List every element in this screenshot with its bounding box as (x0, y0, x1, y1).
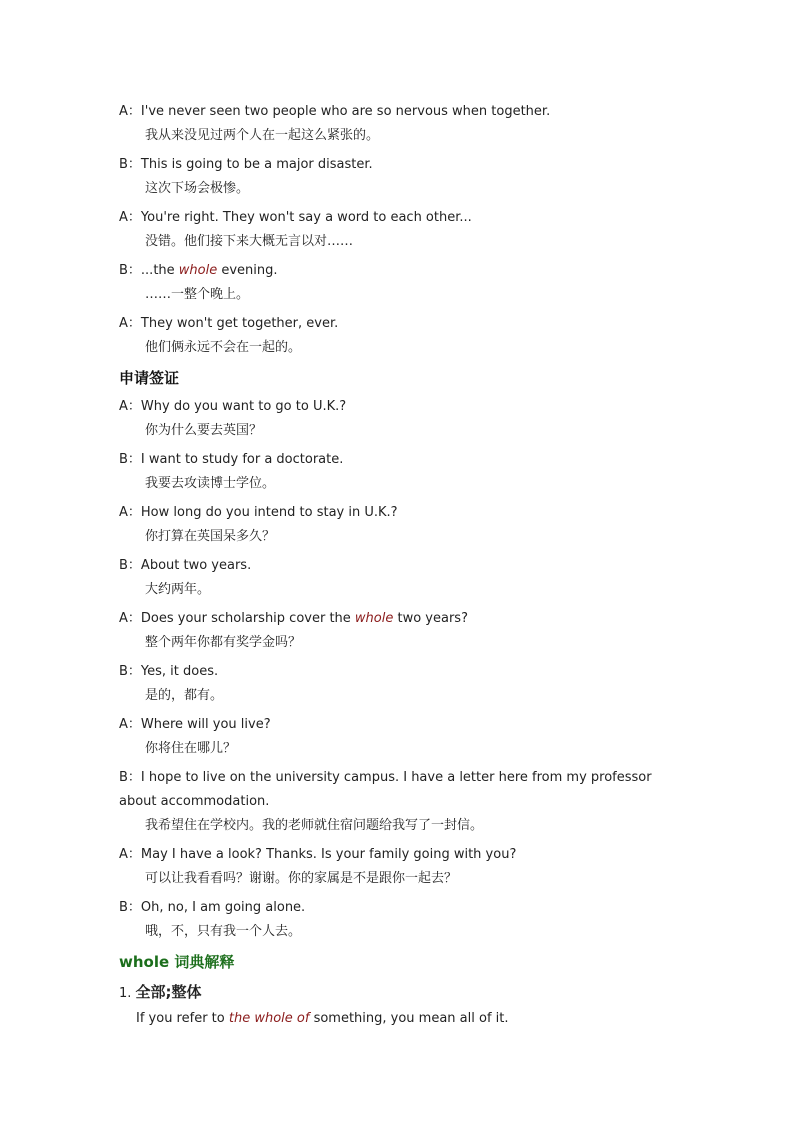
english-text: About two years. (140, 558, 252, 573)
chinese-translation: 这次下场会极惨。 (145, 181, 250, 196)
dialogue-turn (119, 395, 679, 443)
dialogue-turn (119, 713, 679, 761)
dialogue-turn (119, 554, 679, 602)
english-text: How long do you intend to stay in U.K.? (140, 505, 398, 520)
english-line (119, 896, 679, 920)
definition-text: If you refer to (136, 1011, 229, 1026)
chinese-translation: 你为什么要去英国？ (145, 423, 263, 438)
english-line (119, 312, 679, 336)
english-line (119, 259, 679, 283)
english-line (119, 395, 679, 419)
english-text: two years? (393, 611, 468, 626)
highlight-word: whole (178, 263, 218, 278)
speaker-label: A： (119, 316, 141, 331)
english-line (119, 501, 679, 525)
chinese-translation: 是的，都有。 (145, 688, 224, 703)
english-text: Why do you want to go to U.K.? (140, 399, 347, 414)
chinese-translation: 我要去攻读博士学位。 (145, 476, 276, 491)
speaker-label: B： (119, 664, 141, 679)
speaker-label: A： (119, 717, 141, 732)
dialogue-turn (119, 607, 679, 655)
english-text: I want to study for a doctorate. (140, 452, 344, 467)
section-title: 申请签证 (119, 369, 180, 387)
speaker-label: B： (119, 452, 141, 467)
english-text: You're right. They won't say a word to each other... (140, 210, 472, 225)
dictionary-heading: whole 词典解释 (119, 953, 235, 971)
dialogue-turn (119, 766, 679, 838)
speaker-label: A： (119, 399, 141, 414)
english-text: evening. (217, 263, 278, 278)
speaker-label: B： (119, 157, 141, 172)
english-line (119, 766, 679, 814)
english-text: Oh, no, I am going alone. (140, 900, 306, 915)
dialogue-turn (119, 100, 679, 148)
speaker-label: A： (119, 611, 141, 626)
dialogue-turn (119, 259, 679, 307)
dialogue-2 (119, 395, 679, 944)
chinese-translation: 你将住在哪儿？ (145, 741, 237, 756)
speaker-label: B： (119, 770, 141, 785)
dialogue-turn (119, 153, 679, 201)
speaker-label: B： (119, 263, 141, 278)
english-text: I've never seen two people who are so nervous when together. (140, 104, 551, 119)
english-text: Does your scholarship cover the (140, 611, 355, 626)
dialogue-turn (119, 843, 679, 891)
english-line (119, 448, 679, 472)
dialogue-1 (119, 100, 679, 360)
english-text: ...the (140, 263, 179, 278)
chinese-translation: 可以让我看看吗？谢谢。你的家属是不是跟你一起去？ (145, 871, 458, 886)
english-line (119, 607, 679, 631)
sense-title: 全部;整体 (135, 983, 202, 1001)
chinese-translation: 我从来没见过两个人在一起这么紧张的。 (145, 128, 380, 143)
english-text: I hope to live on the university campus. I have a letter here from my professor about accommodation. (119, 770, 652, 809)
dialogue-turn (119, 660, 679, 708)
chinese-translation: 你打算在英国呆多久？ (145, 529, 276, 544)
dialogue-turn (119, 206, 679, 254)
dialogue-turn (119, 896, 679, 944)
chinese-translation: 哦，不，只有我一个人去。 (145, 924, 302, 939)
highlight-word: whole (354, 611, 394, 626)
sense-definition (119, 1007, 679, 1031)
chinese-translation: 大约两年。 (145, 582, 211, 597)
chinese-translation: 我希望住在学校内。我的老师就住宿问题给我写了一封信。 (145, 818, 484, 833)
english-text: They won't get together, ever. (140, 316, 339, 331)
document-content (119, 100, 679, 1031)
english-line (119, 554, 679, 578)
speaker-label: B： (119, 558, 141, 573)
definition-text: something, you mean all of it. (309, 1011, 509, 1026)
highlight-phrase: the whole of (228, 1011, 310, 1026)
speaker-label: A： (119, 210, 141, 225)
speaker-label: B： (119, 900, 141, 915)
english-text: Yes, it does. (140, 664, 219, 679)
dialogue-turn (119, 448, 679, 496)
english-line (119, 206, 679, 230)
chinese-translation: ……一整个晚上。 (145, 287, 250, 302)
sense-number: 1. (119, 986, 136, 1001)
speaker-label: A： (119, 847, 141, 862)
chinese-translation: 整个两年你都有奖学金吗？ (145, 635, 302, 650)
dictionary-sense (119, 979, 679, 1007)
chinese-translation: 没错。他们接下来大概无言以对…… (145, 234, 354, 249)
speaker-label: A： (119, 505, 141, 520)
speaker-label: A： (119, 104, 141, 119)
english-line (119, 153, 679, 177)
chinese-translation: 他们俩永远不会在一起的。 (145, 340, 302, 355)
dialogue-turn (119, 501, 679, 549)
english-line (119, 843, 679, 867)
dialogue-turn (119, 312, 679, 360)
english-text: May I have a look? Thanks. Is your family going with you? (140, 847, 517, 862)
english-text: This is going to be a major disaster. (140, 157, 373, 172)
english-line (119, 100, 679, 124)
english-line (119, 713, 679, 737)
english-text: Where will you live? (140, 717, 271, 732)
english-line (119, 660, 679, 684)
